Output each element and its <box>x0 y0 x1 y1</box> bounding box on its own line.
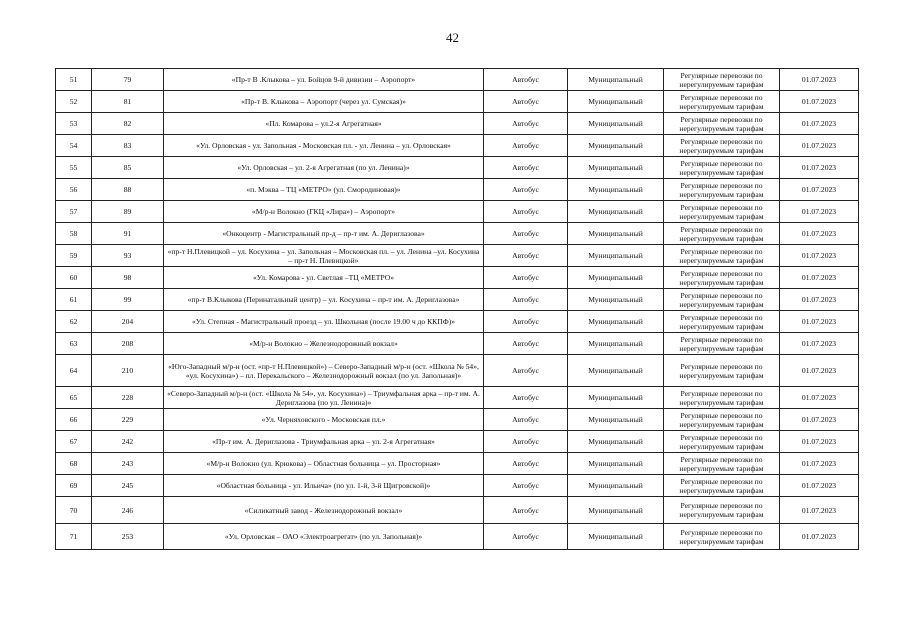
transport-mode-cell: Регулярные перевозки по нерегулируемым тарифам <box>664 355 780 387</box>
table-row <box>56 409 859 431</box>
transport-type-cell: Автобус <box>484 223 568 245</box>
transport-type-cell: Автобус <box>484 524 568 550</box>
start-date-cell: 01.07.2023 <box>780 179 859 201</box>
transport-mode-cell: Регулярные перевозки по нерегулируемым тарифам <box>664 201 780 223</box>
transport-type-cell: Автобус <box>484 245 568 267</box>
start-date-cell: 01.07.2023 <box>780 475 859 497</box>
row-number-cell: 66 <box>56 409 92 431</box>
route-number-cell: 246 <box>92 497 164 524</box>
transport-type-cell: Автобус <box>484 113 568 135</box>
route-path-cell: «Силикатный завод - Железнодорожный вокзал» <box>164 497 484 524</box>
table-row <box>56 431 859 453</box>
route-path-cell: «Ул. Орловская – ул. 2-я Агрегатная (по ул. Ленина)» <box>164 157 484 179</box>
transport-type-cell: Автобус <box>484 475 568 497</box>
route-kind-cell: Муниципальный <box>568 387 664 409</box>
transport-type-cell: Автобус <box>484 91 568 113</box>
transport-type-cell: Автобус <box>484 431 568 453</box>
route-path-cell: «Пр-т В .Клыкова – ул. Бойцов 9-й дивизии – Аэропорт» <box>164 69 484 91</box>
route-number-cell: 93 <box>92 245 164 267</box>
start-date-cell: 01.07.2023 <box>780 453 859 475</box>
route-kind-cell: Муниципальный <box>568 497 664 524</box>
route-number-cell: 242 <box>92 431 164 453</box>
transport-mode-cell: Регулярные перевозки по нерегулируемым тарифам <box>664 135 780 157</box>
start-date-cell: 01.07.2023 <box>780 311 859 333</box>
table-row <box>56 453 859 475</box>
table-row <box>56 157 859 179</box>
table-row <box>56 333 859 355</box>
route-kind-cell: Муниципальный <box>568 113 664 135</box>
row-number-cell: 57 <box>56 201 92 223</box>
route-path-cell: «Юго-Западный м/р-н (ост. «пр-т Н.Плевицкой») – Северо-Западный м/р-н (ост. «Школа № 54», «ул. Косухина») – пл. Перекальского – Железнодорожный вокзал (по ул. Запольная)» <box>164 355 484 387</box>
start-date-cell: 01.07.2023 <box>780 431 859 453</box>
transport-mode-cell: Регулярные перевозки по нерегулируемым тарифам <box>664 157 780 179</box>
table-row <box>56 311 859 333</box>
transport-type-cell: Автобус <box>484 201 568 223</box>
routes-table <box>55 68 859 550</box>
start-date-cell: 01.07.2023 <box>780 355 859 387</box>
route-number-cell: 91 <box>92 223 164 245</box>
route-number-cell: 98 <box>92 267 164 289</box>
route-path-cell: «Ул. Орловская - ул. Запольная - Московская пл. - ул. Ленина – ул. Орловская» <box>164 135 484 157</box>
row-number-cell: 52 <box>56 91 92 113</box>
route-kind-cell: Муниципальный <box>568 289 664 311</box>
transport-mode-cell: Регулярные перевозки по нерегулируемым тарифам <box>664 453 780 475</box>
route-number-cell: 243 <box>92 453 164 475</box>
route-number-cell: 79 <box>92 69 164 91</box>
route-path-cell: «М/р-н Волокно (ГКЦ «Лира») – Аэропорт» <box>164 201 484 223</box>
route-kind-cell: Муниципальный <box>568 157 664 179</box>
route-kind-cell: Муниципальный <box>568 201 664 223</box>
start-date-cell: 01.07.2023 <box>780 113 859 135</box>
route-path-cell: «пр-т Н.Плевицкой – ул. Косухина – ул. Запольная – Московская пл. – ул. Ленина –ул. Косухина – пр-т Н. Плевицкой» <box>164 245 484 267</box>
transport-mode-cell: Регулярные перевозки по нерегулируемым тарифам <box>664 245 780 267</box>
table-row <box>56 135 859 157</box>
transport-mode-cell: Регулярные перевозки по нерегулируемым тарифам <box>664 267 780 289</box>
start-date-cell: 01.07.2023 <box>780 69 859 91</box>
route-path-cell: «Пр-т В. Клыкова – Аэропорт (через ул. Сумская)» <box>164 91 484 113</box>
route-path-cell: «Пр-т им. А. Дериглазова - Триумфальная арка – ул. 2-я Агрегатная» <box>164 431 484 453</box>
route-kind-cell: Муниципальный <box>568 135 664 157</box>
transport-type-cell: Автобус <box>484 355 568 387</box>
route-path-cell: «Пл. Комарова – ул.2-я Агрегатная» <box>164 113 484 135</box>
row-number-cell: 65 <box>56 387 92 409</box>
transport-type-cell: Автобус <box>484 179 568 201</box>
route-kind-cell: Муниципальный <box>568 245 664 267</box>
route-kind-cell: Муниципальный <box>568 267 664 289</box>
table-row <box>56 245 859 267</box>
table-row <box>56 201 859 223</box>
transport-mode-cell: Регулярные перевозки по нерегулируемым тарифам <box>664 475 780 497</box>
start-date-cell: 01.07.2023 <box>780 409 859 431</box>
transport-mode-cell: Регулярные перевозки по нерегулируемым тарифам <box>664 333 780 355</box>
route-number-cell: 89 <box>92 201 164 223</box>
route-kind-cell: Муниципальный <box>568 431 664 453</box>
route-path-cell: «Онкоцентр - Магистральный пр-д – пр-т им. А. Дериглазова» <box>164 223 484 245</box>
start-date-cell: 01.07.2023 <box>780 135 859 157</box>
row-number-cell: 68 <box>56 453 92 475</box>
row-number-cell: 61 <box>56 289 92 311</box>
row-number-cell: 71 <box>56 524 92 550</box>
route-number-cell: 208 <box>92 333 164 355</box>
table-row <box>56 179 859 201</box>
transport-mode-cell: Регулярные перевозки по нерегулируемым тарифам <box>664 387 780 409</box>
route-number-cell: 99 <box>92 289 164 311</box>
transport-mode-cell: Регулярные перевозки по нерегулируемым тарифам <box>664 179 780 201</box>
transport-type-cell: Автобус <box>484 311 568 333</box>
transport-type-cell: Автобус <box>484 453 568 475</box>
row-number-cell: 60 <box>56 267 92 289</box>
transport-mode-cell: Регулярные перевозки по нерегулируемым тарифам <box>664 113 780 135</box>
row-number-cell: 69 <box>56 475 92 497</box>
route-path-cell: «М/р-н Волокно – Железнодорожный вокзал» <box>164 333 484 355</box>
route-kind-cell: Муниципальный <box>568 355 664 387</box>
route-number-cell: 83 <box>92 135 164 157</box>
route-number-cell: 253 <box>92 524 164 550</box>
table-row <box>56 475 859 497</box>
transport-mode-cell: Регулярные перевозки по нерегулируемым тарифам <box>664 409 780 431</box>
row-number-cell: 70 <box>56 497 92 524</box>
table-row <box>56 223 859 245</box>
transport-type-cell: Автобус <box>484 387 568 409</box>
table-row <box>56 524 859 550</box>
transport-mode-cell: Регулярные перевозки по нерегулируемым тарифам <box>664 223 780 245</box>
transport-type-cell: Автобус <box>484 157 568 179</box>
start-date-cell: 01.07.2023 <box>780 267 859 289</box>
start-date-cell: 01.07.2023 <box>780 223 859 245</box>
table-row <box>56 497 859 524</box>
route-number-cell: 88 <box>92 179 164 201</box>
transport-type-cell: Автобус <box>484 135 568 157</box>
table-row <box>56 289 859 311</box>
transport-type-cell: Автобус <box>484 333 568 355</box>
route-number-cell: 228 <box>92 387 164 409</box>
route-kind-cell: Муниципальный <box>568 409 664 431</box>
route-path-cell: «Ул. Комарова - ул. Светлая –ТЦ «МЕТРО» <box>164 267 484 289</box>
transport-mode-cell: Регулярные перевозки по нерегулируемым тарифам <box>664 524 780 550</box>
route-kind-cell: Муниципальный <box>568 69 664 91</box>
route-number-cell: 82 <box>92 113 164 135</box>
transport-mode-cell: Регулярные перевозки по нерегулируемым тарифам <box>664 91 780 113</box>
transport-type-cell: Автобус <box>484 409 568 431</box>
start-date-cell: 01.07.2023 <box>780 245 859 267</box>
route-kind-cell: Муниципальный <box>568 179 664 201</box>
row-number-cell: 63 <box>56 333 92 355</box>
row-number-cell: 51 <box>56 69 92 91</box>
route-path-cell: «пр-т В.Клыкова (Перинатальный центр) – ул. Косухина – пр-т им. А. Дериглазова» <box>164 289 484 311</box>
transport-mode-cell: Регулярные перевозки по нерегулируемым тарифам <box>664 311 780 333</box>
row-number-cell: 64 <box>56 355 92 387</box>
routes-table-body <box>56 69 859 550</box>
route-kind-cell: Муниципальный <box>568 223 664 245</box>
start-date-cell: 01.07.2023 <box>780 201 859 223</box>
transport-type-cell: Автобус <box>484 267 568 289</box>
route-path-cell: «Областная больница - ул. Ильича» (по ул. 1-й, 3-й Щигровской)» <box>164 475 484 497</box>
row-number-cell: 53 <box>56 113 92 135</box>
row-number-cell: 56 <box>56 179 92 201</box>
table-row <box>56 113 859 135</box>
transport-mode-cell: Регулярные перевозки по нерегулируемым тарифам <box>664 431 780 453</box>
route-kind-cell: Муниципальный <box>568 333 664 355</box>
route-path-cell: «Ул. Орловская – ОАО «Электроагрегат» (по ул. Запольная)» <box>164 524 484 550</box>
transport-mode-cell: Регулярные перевозки по нерегулируемым тарифам <box>664 69 780 91</box>
row-number-cell: 67 <box>56 431 92 453</box>
route-number-cell: 204 <box>92 311 164 333</box>
start-date-cell: 01.07.2023 <box>780 497 859 524</box>
route-path-cell: «М/р-н Волокно (ул. Крюкова) – Областная больница – ул. Просторная» <box>164 453 484 475</box>
row-number-cell: 62 <box>56 311 92 333</box>
transport-type-cell: Автобус <box>484 289 568 311</box>
route-number-cell: 229 <box>92 409 164 431</box>
route-number-cell: 85 <box>92 157 164 179</box>
page-number: 42 <box>446 30 459 45</box>
table-row <box>56 91 859 113</box>
route-kind-cell: Муниципальный <box>568 91 664 113</box>
transport-type-cell: Автобус <box>484 497 568 524</box>
row-number-cell: 54 <box>56 135 92 157</box>
row-number-cell: 59 <box>56 245 92 267</box>
table-row <box>56 267 859 289</box>
route-kind-cell: Муниципальный <box>568 475 664 497</box>
route-path-cell: «Северо-Западный м/р-н (ост. «Школа № 54», ул. Косухина») – Триумфальная арка – пр-т им. А. Дериглазова (по ул. Ленина)» <box>164 387 484 409</box>
transport-mode-cell: Регулярные перевозки по нерегулируемым тарифам <box>664 289 780 311</box>
route-path-cell: «Ул. Черняховского - Московская пл.» <box>164 409 484 431</box>
table-row <box>56 387 859 409</box>
route-kind-cell: Муниципальный <box>568 311 664 333</box>
start-date-cell: 01.07.2023 <box>780 157 859 179</box>
table-row <box>56 69 859 91</box>
table-row <box>56 355 859 387</box>
route-number-cell: 245 <box>92 475 164 497</box>
route-kind-cell: Муниципальный <box>568 524 664 550</box>
transport-mode-cell: Регулярные перевозки по нерегулируемым тарифам <box>664 497 780 524</box>
route-number-cell: 210 <box>92 355 164 387</box>
row-number-cell: 58 <box>56 223 92 245</box>
route-kind-cell: Муниципальный <box>568 453 664 475</box>
start-date-cell: 01.07.2023 <box>780 333 859 355</box>
route-number-cell: 81 <box>92 91 164 113</box>
start-date-cell: 01.07.2023 <box>780 91 859 113</box>
start-date-cell: 01.07.2023 <box>780 524 859 550</box>
start-date-cell: 01.07.2023 <box>780 387 859 409</box>
start-date-cell: 01.07.2023 <box>780 289 859 311</box>
row-number-cell: 55 <box>56 157 92 179</box>
transport-type-cell: Автобус <box>484 69 568 91</box>
route-path-cell: «п. Мэква – ТЦ «МЕТРО» (ул. Смородиновая)» <box>164 179 484 201</box>
route-path-cell: «Ул. Степная - Магистральный проезд – ул. Школьная (после 19.00 ч до ККПФ)» <box>164 311 484 333</box>
